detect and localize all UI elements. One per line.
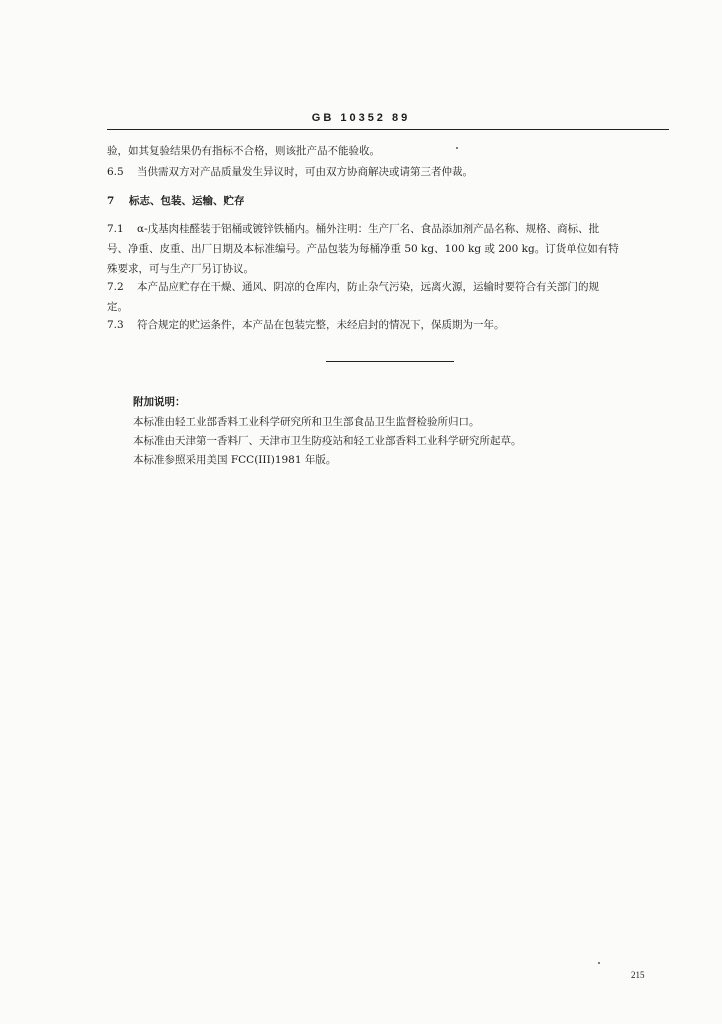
clause-text: 当供需双方对产品质量发生异议时，可由双方协商解决或请第三者仲裁。 xyxy=(137,166,473,178)
header-rule xyxy=(107,129,669,130)
paragraph-7-3 xyxy=(107,315,672,336)
clause-number: 7.3 xyxy=(107,319,124,331)
section-title: 标志、包装、运输、贮存 xyxy=(129,195,245,207)
paragraph-7-1-line-1 xyxy=(107,219,672,240)
clause-text: 本产品应贮存在干燥、通风、阴凉的仓库内，防止杂气污染，远离火源，运输时要符合有关部门的规 xyxy=(137,281,599,293)
paragraph-6-5 xyxy=(107,162,672,183)
scan-speck xyxy=(598,962,600,964)
clause-number: 6.5 xyxy=(107,166,124,178)
notes-line-1: 本标准由轻工业部香料工业科学研究所和卫生部食品卫生监督检验所归口。 xyxy=(133,416,480,428)
notes-line-3: 本标准参照采用美国 FCC(III)1981 年版。 xyxy=(133,454,337,466)
paragraph-7-1-line-2: 号、净重、皮重、出厂日期及本标准编号。产品包装为每桶净重 50 kg、100 kg 或 200 kg。订货单位如有特 xyxy=(107,243,619,255)
clause-text: 符合规定的贮运条件，本产品在包装完整，未经启封的情况下，保质期为一年。 xyxy=(137,319,505,331)
end-rule xyxy=(326,361,454,362)
standard-code-header: GB 10352 89 xyxy=(311,112,411,124)
clause-text: α-戊基肉桂醛装于铝桶或镀锌铁桶内。桶外注明：生产厂名、食品添加剂产品名称、规格、商标、批 xyxy=(137,223,600,235)
notes-title: 附加说明： xyxy=(133,396,186,408)
paragraph-continuation: 验，如其复验结果仍有指标不合格，则该批产品不能验收。 xyxy=(107,145,380,157)
clause-number: 7.1 xyxy=(107,223,124,235)
section-7-heading xyxy=(107,191,672,212)
paragraph-7-2-line-1 xyxy=(107,277,672,298)
paragraph-7-2-line-2: 定。 xyxy=(107,301,128,313)
paragraph-7-1-line-3: 殊要求，可与生产厂另订协议。 xyxy=(107,263,254,275)
clause-number: 7.2 xyxy=(107,281,124,293)
page-number: 215 xyxy=(631,970,645,980)
notes-line-2: 本标准由天津第一香料厂、天津市卫生防疫站和轻工业部香料工业科学研究所起草。 xyxy=(133,435,522,447)
section-number: 7 xyxy=(107,195,115,207)
scan-speck xyxy=(456,147,458,149)
